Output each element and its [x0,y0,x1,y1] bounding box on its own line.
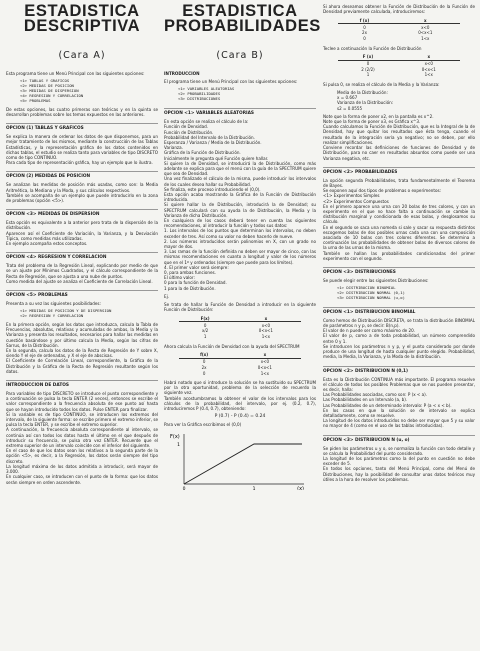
intro-heading-b: INTRODUCCION [164,71,200,76]
title-b: ESTADISTICA PROBABILIDADES [164,2,321,35]
x-tick-label: 0 [182,487,186,491]
y-tick-label: 1 [177,443,180,449]
intro-c: Si ahora deseamos obtener la Función de Distribución de la Función de Densidad previamente calculada, introduciremos: [323,4,475,15]
menu-problems: <1> MEDIDAS DE POSICION Y DE DISPERSION <2> REGRESION Y CORRELACION [20,308,112,319]
intro-b: El programa tiene un Menú Principal con las siguientes opciones: [164,79,298,85]
distribution-chart [164,430,314,490]
section-text: Como hemos de Distribución DISCRETA, se trata la distribución BINOMIAL de parámetros n y p, se decir: B(n,p). El valor de n puede ser como máximo de 20. El valor de p, como a de toda probabilidad, un número comprendido entre 0 y 1. Se introducen los parámetros n y p, y el punto considerado por donde produce de una longitud de hasta cualquier punto elegido. Probabilidad, media, la Media, la Varianza, y la Moda de la distribución. [323,317,475,360]
section-text: Esta es la Distribución CONTINUA más importante. El programa resuelve el cálculo de todos los posibles Problemas que se nos pueden presentar, es decir, halla: Las Probabilidades asociadas, como son: P (x < a). Las Probabilidades en un Intervalo (a, b). Las Probabilidades de un determinado intervalo: P (a < x < b). En los casos en que la solución se de intervalo se explica detalladamente, como se resuelve. La longitud de los datos introducidos no debe ser mayor que 5 y su valor no mayor de 4 (como en el uso de las tablas introducidas). [323,376,475,429]
table-density-c [338,17,460,41]
table-cell: 0<x<1 [257,364,272,370]
x-tick-label: 1 [252,487,256,491]
table-cell: 2x [201,364,207,370]
table-cell: 0 [202,358,206,364]
section-heading: OPCION (1) TABLAS Y GRAFICOS [6,123,158,131]
table-cell: 1<x [260,370,270,376]
table-header: f (x) [338,17,391,23]
table-cell: 0 [366,60,370,66]
distribution-curve [184,444,302,484]
section-text: Note que la forma de poner x2, en la pantalla es x^2. Note que la forma de poner x3, es Gráfica x^3. Cuando calculamos la Función de Distribución, que es la Integral de la de Densidad, hay que quitar los resultados que ésta tenga, cuando el resultado de la integración sería ya negativo; no se deben, por ello realizar simplificaciones. Conviene recordar las definiciones de funciones de Densidad y de Distribución, para no caer en resultados absurdos como puede ser una Varianza negativa, etc. [323,113,475,161]
section-heading: INTRODUCCION DE DATOS [6,380,158,388]
table-cell: 1 [366,72,370,78]
section-heading: OPCION <3> DISTRIBUCION N (u, o) [323,435,475,443]
media-result: Media de la Distribución: x = 0.667 Varianza de la Distribución: s2 = 0.0555 [337,90,394,111]
table-cell: 1 [203,334,207,340]
section-text: En la primera opción, según los datos que introduzca, calcula la Tabla de Frecuencias, absolutas, relativas y acumuladas de ambas, la Media y la Varianza y presenta los resultados, necesarios para hallar las medidas en cuestión basándose y por último calcula la Media, según las cifras de Sarrus, de la Distribución. En la segunda, calcula los datos de la Recta de Regresión de Y sobre X, siendo Y el eje de ordenadas, y X el eje de abscisas. El Coeficiente de Correlación Lineal, correspondiente, la Gráfica de la Distribución y la Gráfica de la Recta de Regresión resultante según los datos. [6,322,158,374]
section-heading: OPCION <1> DISTRIBUCION BINOMIAL [323,307,475,315]
section-heading: OPCION <5> PROBLEMAS [6,290,158,298]
table-header: x [391,17,460,23]
table-cell: 0<x<1 [258,328,273,334]
section-text: La opción segunda Probabilidades, trata fundamentalmente el Teorema de Bayes. Se exponen aquí dos tipos de problemas o experimentos: <1> Experimentos Simples <2> Experimentos Compuestos En el primero aparece una urna con 20 bolas de tres colores, y con un experimento en el que no hace falta a continuación se cambie la distribución marginal y condicionada de esas bolas, y desglosamos su cálculo. En el segundo se saca una nomeda si sale y sacar su respuesta distintos escogemos bolas de dos posibles urnas cada una con una composición asociada de 10 bolas con tres colores diferentes. Se determina a continuación las probabilidades de obtener bolas de diversos colores de la urna de las urnas de la misma. También se hallan las probabilidades condicionadas del primer experimento con el segundo. [323,177,475,261]
table-cell: x<0 [260,358,270,364]
menu-distributions: <1> DISTRIBUCION BINOMIAL <2> DISTRIBUCION NORMAL (0,1) <3> DISTRIBUCION NORMAL (u,o) [337,285,405,300]
section-text: Se piden los parámetros u y o, se normaliza la función con todo detalle y se calcula la Probabilidad del punto considerado. La longitud de los parámetros como la del punto en cuestión no debe exceder de 5. En todos los opciones, tanto del Menú Principal, como del Menú de Distribuciones, hay la posibilidad de consultar unas datos teóricos muy útiles a la hora de resolver los problemas. [323,445,475,482]
table-cell: 2x [362,30,367,36]
table-cell: x<0 [261,322,271,328]
table-header: F(x) [179,315,231,321]
menu-a: <1> TABLAS Y GRAFICOS <2> MEDIDAS DE POSICION <3> MEDIDAS DE DISPERSION <4> REGRESION Y CORRELACION <5> PROBLEMAS [20,78,84,103]
y-axis-label: F(x) [170,434,180,441]
section-text: Ahora calcula la Función de Densidad con la ayuda del SPECTRUM [164,343,300,349]
table-cell: 0<x<1 [421,66,436,72]
probability-formula: P (0.7) - P (0.4) = 0.24 [214,414,266,420]
example-label: Ej. [164,293,170,299]
section-text: Teclee a continuación la Función de Distribución [323,45,422,51]
table-cell: x/2 [201,328,209,334]
table-header: x [398,54,460,60]
menu-b: <1> VARIABLES ALEATORIAS <2> PROBABILIDADES <3> DISTRIBUCIONES [178,86,235,102]
section-heading: OPCION <2> DISTRIBUCION N (0,1) [323,366,475,374]
table-header: x [231,315,301,321]
section-heading: OPCION (2) MEDIDAS DE POSICION [6,171,158,179]
section-text: Se puede elegir entre las siguientes Distribuciones: [323,277,429,283]
example-text: Se trata de hallar la Función de Densidad a introducir en la siguiente Función de Distribución: [164,302,316,313]
section-heading: OPCION <4> REGRESION Y CORRELACION [6,252,158,260]
section-heading: OPCION <2> PROBABILIDADES [323,167,475,175]
section-text: Para variables de tipo DISCRETO se introduce el punto correspondiente y a continuación se pulsa la tecla ENTER (2 veces), entonces se escribe el valor correspondiente a la frecuencia absoluta de ese punto así hasta que se hayan introducido todos los datos. Pulse ENTER para finalizar. Si la variable es de tipo CONTINUO, se introducen los extremos del intervalo, de la siguiente forma: se escribe primero el extremo inferior, se pulsa la tecla ENTER, y se escribe el extremo superior. A continuación, la frecuencia absoluta correspondiente al intervalo, se continúa así con todos los datos hasta el último en el que después de introducir su frecuencia, se pulsa otra vez ENTER. Recuerde que el extremo superior de un intervalo coincide con el inferior del siguiente. En el caso de que los datos sean los relativos a la segunda parte de la opción <5>, es decir, a la Regresión, los datos serán siempre del tipo discreto. La longitud máxima de los datos admitida a introducir, será mayor de 3.000. En cualquier caso, se introducen con el punto de la forma: que los datos serán siempre en orden ascendente. [6,391,158,485]
subtitle-a: (Cara A) [58,50,106,61]
title-a: ESTADISTICA DESCRIPTIVA [23,2,141,35]
column-c [323,0,475,485]
x-axis-label: (x) [297,486,304,491]
section-text: Si pulsa 0, se realiza el cálculo de la Media y la Varianza: [323,81,440,87]
intro-a: Esta programa tiene un Menú Principal con las siguientes opciones: [6,71,145,76]
table-cell: 0 [202,370,206,376]
table-distribution [179,315,301,339]
table-cell: 0 [203,322,207,328]
menu-after-a: De estas opciones, las cuatro primeras son teóricas y en la quinta se desarrollan problemas sobre los temas expuestos en las anteriores. [6,106,158,117]
section-heading: OPCION <3> DISTRIBUCIONES [323,267,475,275]
column-a [6,0,158,488]
table-density [179,352,301,376]
table-cell: 1<x [261,334,271,340]
table-cell: 1<x [424,72,433,78]
column-b [164,0,321,494]
section-text: Habrá notado que si introduce la solución se ha sustituido su SPECTRUM por la otra oportunidad, problema de la selección de recuerdo la siguiente vez. También acostumbramos la obtener el valor de los intervalos para los cálculos de la probabilidad, del intervalo, por ej. (0.2, 0.7), introduciremos P (0.4, 0.7), obteniendo: [164,379,316,411]
table-header: f(x) [179,352,229,358]
section-text: Trata del problema de la Regresión Lineal, explicando por medio de que se un ajuste por Mínimos Cuadrados, y el cálculo correspondiente de la Recta de Regresión, que se ajusta a una nube de puntos. Como medida del ajuste se analiza el Coeficiente de Correlación Lineal. [6,263,158,284]
table-cell: 0<x<1 [418,30,433,36]
table-header: x [229,352,301,358]
table-cell: x<0 [421,24,430,30]
section-text: Se analizan las medidas de posición más usadas, como son: la Media Aritmética, la Mediana y la Moda, y sus cálculos respectivos. También se acompaña de un ejemplo que puede introducirlo en la zona de problemas (opción <5>). [6,182,158,203]
table-cell: x<0 [424,60,433,66]
section-text: En esta opción se realiza el cálculo de la: Función de Densidad. Función de Distribución. Probabilidad del Intervalo de la Distribución. Esperanza / Varianza / Media de la Distribución. Varianza. Gráfica de la Función de Distribución. Inicialmente le pregunta qué Función quiere hallar. Si quiere la de Densidad, se introducirá la de Distribución, como más adelante se explica para que el menú con la guía de la SPECTRUM quiere que sea de Densidad. Una vez finalizado el cálculo de la misma, puede introducir los intervalos de los cuales desea hallar su Probabilidad. Se finaliza, este proceso introduciendo el (0,0). Esta opción acaba mostrando la Gráfica de la Función de Distribución introducida. Si quiere hallar la de Distribución, introducirá la de Densidad; su SPECTRUM calculará con su ayuda la de Distribución, la Media y la Varianza de dicha Distribución. En cualquiera de los casos deberá tener en cuenta las siguientes recomendaciones, al introducir la función y todos sus datos: 1. Los intervalos de los puntos que determinan los intervalos, no deben exceder de tres. Así como su valor no deben hacerlo de nueve. 2. Los números introducidos serán polinomios en X, con un grado no mayor de dos. 3. Las ramas de la función definida no deben ser mayor de cinco, con las mismas recomendaciones en cuanto a longitud y valor de los números que en el 1º y ordenados (siempre que puede para los límites). 4. El primer valor será siempre: 0, para ambas funciones. El último valor: 0 para la función de Densidad. 1 para la de Distribución. [164,119,316,291]
subtitle-b: (Cara B) [216,50,264,61]
section-text: Presenta a su vez las siguientes posibilidades: [6,301,101,306]
table-cell: 2 (2/2) [361,66,375,72]
section-text: Para ver la Gráfica escribimos el (0,0) [164,422,242,428]
section-text: Se explica la manera de ordenar los datos de que disponemos, para un mejor tratamiento de los mismos, mediante la construcción de las Tablas Estadísticas, y la representación gráfica de los datos contenidos en dichas tablas, el estudio se realiza tanto para variables de tipo DISCRETO como de tipo CONTINUO. Para cada tipo de representación gráfica, hay un ejemplo que lo ilustra. [6,134,158,166]
section-heading: OPCION <3> MEDIDAS DE DISPERSION [6,209,158,217]
table-cell: 0 [363,36,366,42]
table-header: F (x) [338,54,398,60]
section-heading: OPCION <1> VARIABLES ALEATORIAS [164,108,316,116]
table-distribution-c [338,54,460,78]
section-text: Esta opción es equivalente a la anterior pero trata de la dispersión de la distribución. Aparecen así el Coeficiente de Variación, la Varianza, y la Desviación Típica, como medidas más utilizadas. En ejemplo acompaña estos conceptos. [6,220,158,246]
table-cell: 0 [363,24,366,30]
table-cell: 1<x [421,36,430,42]
